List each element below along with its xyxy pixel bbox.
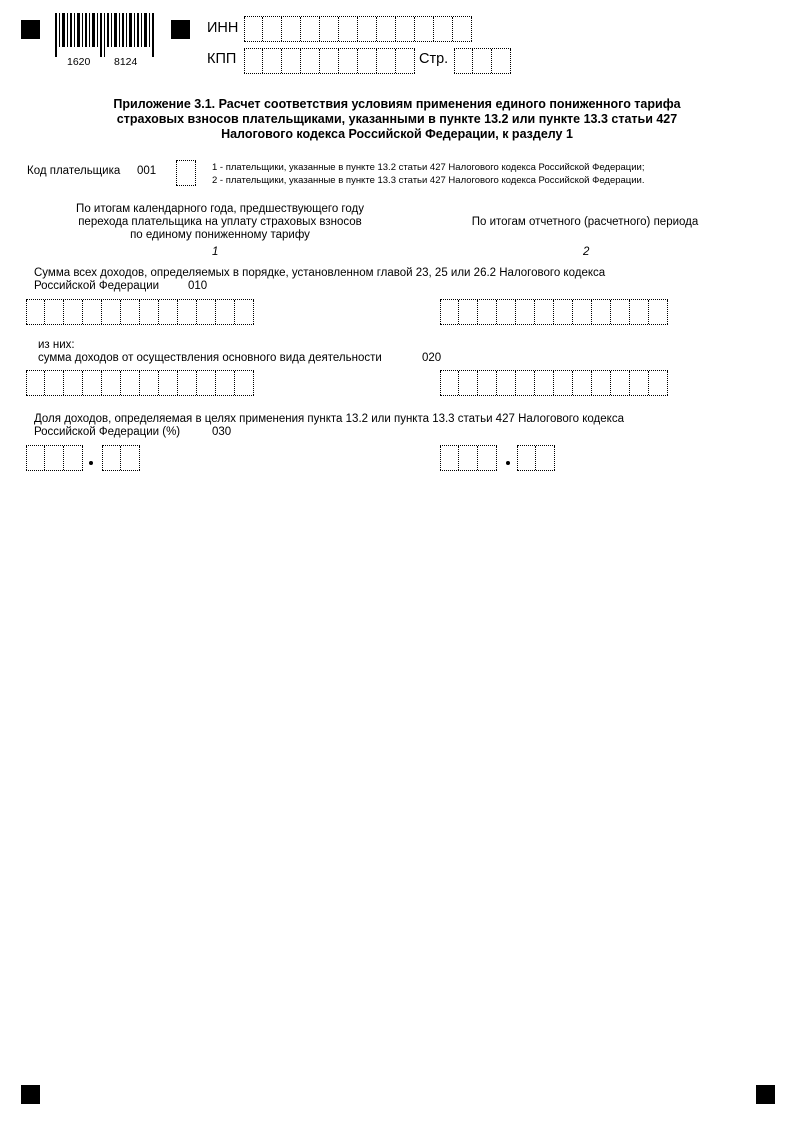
column-1-header	[60, 203, 380, 242]
row-020-prefix: из них:	[38, 339, 75, 351]
row-020-col-1-field[interactable]	[26, 370, 254, 396]
row-020-label: сумма доходов от осуществления основного вида деятельности	[38, 352, 382, 364]
title-line-2: страховых взносов плательщиками, указанными в пункте 13.2 или пункте 13.3 статьи 427	[116, 112, 678, 126]
page-number-field[interactable]	[454, 48, 511, 74]
row-010-label-line-2: Российской Федерации	[34, 280, 160, 292]
payer-code-label: Код плательщика	[27, 165, 121, 177]
inn-field[interactable]	[244, 16, 472, 42]
corner-marker-top-left	[21, 20, 40, 39]
row-030-col-2-integer-field[interactable]	[440, 445, 497, 471]
column-1-number: 1	[212, 246, 219, 258]
row-030-col-1-integer-field[interactable]	[26, 445, 83, 471]
payer-code-option-2: 2 - плательщики, указанные в пункте 13.3 статьи 427 Налогового кодекса Российской Федерации.	[212, 175, 645, 186]
kpp-field[interactable]	[244, 48, 415, 74]
page-title	[60, 97, 734, 142]
row-030-label-line-2: Российской Федерации (%)	[34, 426, 181, 438]
row-030-col-2-decimal-point	[506, 461, 510, 465]
barcode-image	[55, 13, 155, 57]
row-020-code: 020	[422, 352, 442, 364]
inn-label: ИНН	[207, 20, 239, 36]
row-030-col-1-fraction-field[interactable]	[102, 445, 140, 471]
page-label: Стр.	[419, 51, 449, 67]
column-2-number: 2	[583, 246, 590, 258]
title-line-3: Налогового кодекса Российской Федерации, к разделу 1	[221, 127, 573, 141]
column-2-header	[440, 216, 730, 229]
barcode-number-left: 1620	[67, 56, 91, 68]
column-1-header-line-3: по единому пониженному тарифу	[130, 229, 310, 241]
kpp-label: КПП	[207, 51, 237, 67]
title-line-1: Приложение 3.1. Расчет соответствия условиям применения единого пониженного тарифа	[113, 97, 681, 111]
payer-code-field[interactable]	[176, 160, 196, 186]
corner-marker-bottom-left	[21, 1085, 40, 1104]
column-1-header-line-2: перехода плательщика на уплату страховых взносов	[78, 216, 362, 228]
barcode-number-right: 8124	[114, 56, 138, 68]
payer-code-line-code: 001	[137, 165, 157, 177]
row-010-col-2-field[interactable]	[440, 299, 668, 325]
row-020-col-2-field[interactable]	[440, 370, 668, 396]
corner-marker-top-mid	[171, 20, 190, 39]
row-010-col-1-field[interactable]	[26, 299, 254, 325]
corner-marker-bottom-right	[756, 1085, 775, 1104]
column-1-header-line-1: По итогам календарного года, предшествующего году	[76, 203, 364, 215]
row-030-col-2-fraction-field[interactable]	[517, 445, 555, 471]
row-010-code: 010	[188, 280, 208, 292]
row-030-code: 030	[212, 426, 232, 438]
row-030-col-1-decimal-point	[89, 461, 93, 465]
row-010-label-line-1: Сумма всех доходов, определяемых в порядке, установленном главой 23, 25 или 26.2 Налогового кодекса	[34, 267, 606, 279]
payer-code-option-1: 1 - плательщики, указанные в пункте 13.2 статьи 427 Налогового кодекса Российской Федерации;	[212, 162, 645, 173]
column-2-header-line-1: По итогам отчетного (расчетного) периода	[471, 216, 699, 228]
row-030-label-line-1: Доля доходов, определяемая в целях применения пункта 13.2 или пункта 13.3 статьи 427 Налогового кодекса	[34, 413, 624, 425]
